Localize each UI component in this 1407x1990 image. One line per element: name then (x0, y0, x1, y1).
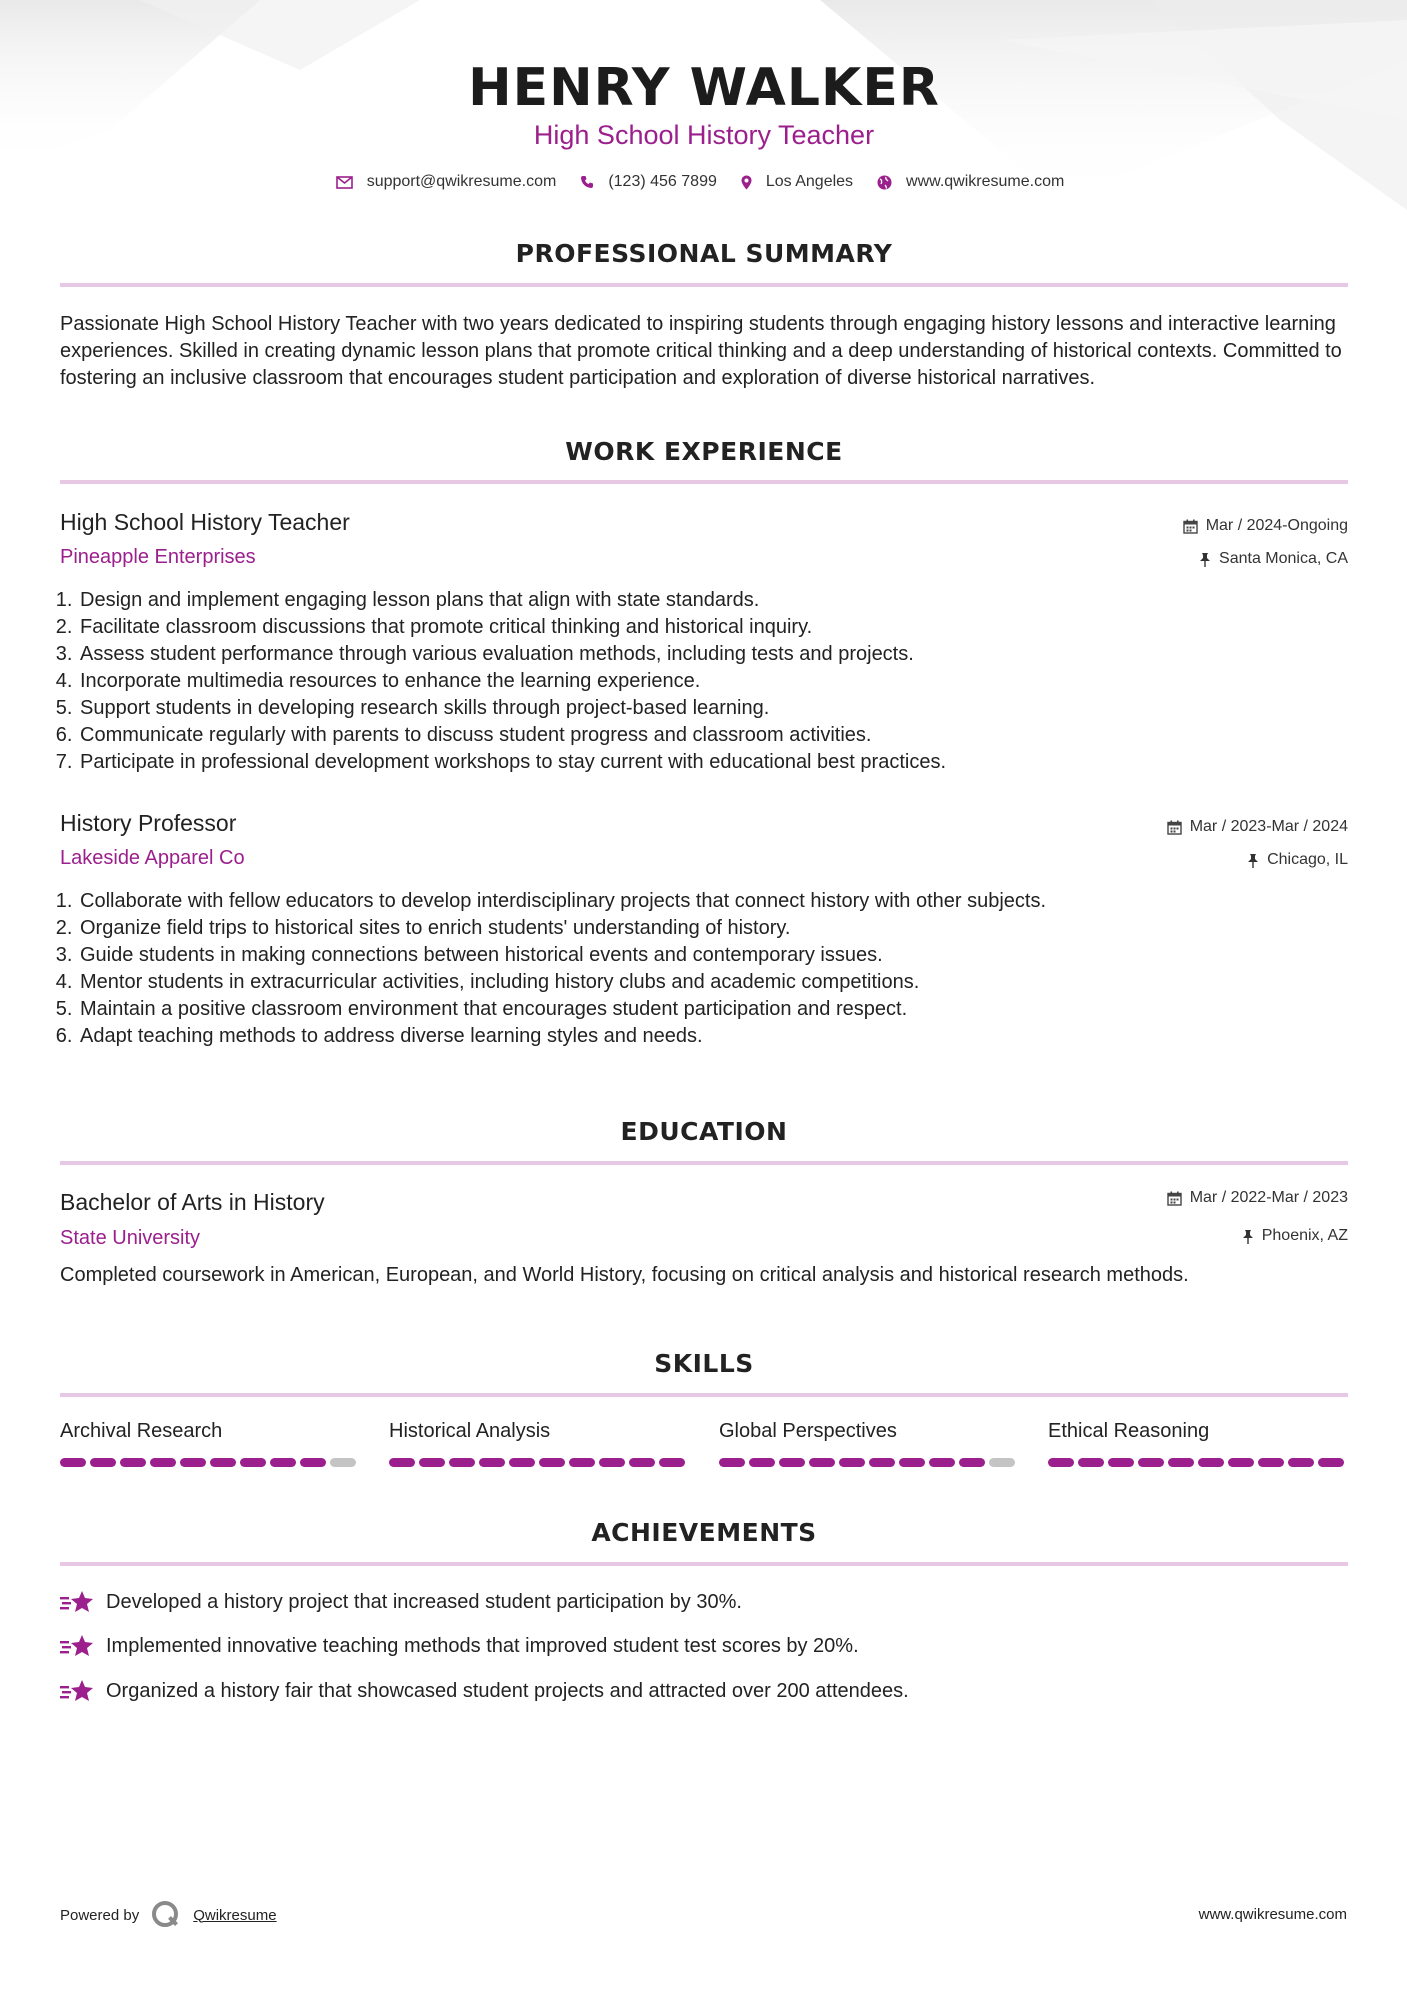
skill-dot-filled (1228, 1458, 1254, 1467)
skill-dot-filled (899, 1458, 925, 1467)
contact-email-text: support@qwikresume.com (366, 173, 557, 190)
qwikresume-logo-icon (151, 1900, 181, 1930)
job-location (1247, 851, 1348, 869)
contact-email[interactable] (336, 173, 557, 191)
contact-website[interactable] (877, 173, 1064, 191)
job-company: Lakeside Apparel Co (60, 847, 245, 869)
skill-dot-filled (300, 1458, 326, 1467)
pushpin-icon (1242, 1229, 1254, 1244)
contact-phone-text: (123) 456 7899 (608, 173, 717, 190)
skill-dot-filled (779, 1458, 805, 1467)
skill-dot-filled (1138, 1458, 1164, 1467)
location-pin-icon (741, 175, 752, 190)
skill-name: Archival Research (60, 1420, 223, 1442)
skill-level-bar (1048, 1458, 1348, 1467)
skill-item (719, 1420, 1019, 1467)
footer-website[interactable]: www.qwikresume.com (1198, 1906, 1347, 1923)
skill-dot-filled (629, 1458, 655, 1467)
list-item: 6. Adapt teaching methods to address diverse learning styles and needs. (78, 1023, 1338, 1050)
list-item: 6. Communicate regularly with parents to discuss student progress and classroom activities. (78, 722, 1338, 749)
summary-heading: PROFESSIONAL SUMMARY (515, 239, 893, 268)
education-location (1242, 1227, 1348, 1245)
skill-dot-filled (719, 1458, 745, 1467)
education-description: Completed coursework in American, European, and World History, focusing on critical analysis and historical research methods. (60, 1264, 1189, 1286)
mail-icon (336, 176, 353, 189)
contact-bar (60, 173, 1348, 191)
skill-dot-filled (809, 1458, 835, 1467)
skill-dot-filled (60, 1458, 86, 1467)
calendar-icon (1167, 1191, 1182, 1206)
job-title: High School History Teacher (60, 509, 350, 535)
job-responsibilities (60, 888, 1338, 1050)
list-item: 4. Mentor students in extracurricular activities, including history clubs and academic competitions. (78, 969, 1338, 996)
skill-dot-filled (749, 1458, 775, 1467)
list-item: 5. Maintain a positive classroom environment that encourages student participation and respect. (78, 996, 1338, 1023)
skill-dot-filled (90, 1458, 116, 1467)
skill-dot-filled (120, 1458, 146, 1467)
skill-dot-filled (839, 1458, 865, 1467)
skill-dot-filled (659, 1458, 685, 1467)
achievement-item (60, 1678, 909, 1704)
skill-dot-filled (929, 1458, 955, 1467)
education-location-text: Phoenix, AZ (1261, 1227, 1348, 1244)
job-company: Pineapple Enterprises (60, 546, 256, 568)
job-responsibilities (60, 587, 1338, 776)
skill-dot-empty (989, 1458, 1015, 1467)
job-location-text: Santa Monica, CA (1219, 550, 1348, 567)
job-location (1199, 550, 1348, 568)
achievement-text: Organized a history fair that showcased student projects and attracted over 200 attendees. (106, 1679, 909, 1702)
qwikresume-link[interactable]: Qwikresume (193, 1906, 277, 1924)
skill-name: Historical Analysis (389, 1420, 551, 1442)
education-heading: EDUCATION (620, 1117, 788, 1146)
contact-location (741, 173, 853, 191)
skill-dot-filled (150, 1458, 176, 1467)
skill-dot-filled (1288, 1458, 1314, 1467)
skill-dot-filled (569, 1458, 595, 1467)
list-item: 7. Participate in professional development workshops to stay current with educational best practices. (78, 749, 1338, 776)
job-date (1183, 517, 1348, 535)
candidate-name: HENRY WALKER (468, 58, 940, 118)
achievement-item (60, 1589, 742, 1615)
skill-dot-filled (1318, 1458, 1344, 1467)
job-date (1167, 818, 1348, 836)
job-location-text: Chicago, IL (1267, 851, 1348, 868)
skill-dot-filled (1078, 1458, 1104, 1467)
calendar-icon (1183, 519, 1198, 534)
skill-dot-empty (330, 1458, 356, 1467)
list-item: 1. Collaborate with fellow educators to develop interdisciplinary projects that connect history with other subjects. (78, 888, 1338, 915)
education-date-text: Mar / 2022-Mar / 2023 (1189, 1189, 1348, 1206)
powered-by-label: Powered by (60, 1906, 140, 1924)
pushpin-icon (1247, 853, 1259, 868)
experience-divider (60, 480, 1348, 484)
skill-dot-filled (599, 1458, 625, 1467)
skill-item (1048, 1420, 1348, 1467)
skill-dot-filled (1168, 1458, 1194, 1467)
achievements-heading: ACHIEVEMENTS (591, 1518, 817, 1547)
candidate-title: High School History Teacher (533, 120, 875, 150)
skill-name: Global Perspectives (719, 1420, 897, 1442)
skill-dot-filled (1198, 1458, 1224, 1467)
skill-dot-filled (539, 1458, 565, 1467)
degree-title: Bachelor of Arts in History (60, 1189, 325, 1215)
skill-dot-filled (1258, 1458, 1284, 1467)
skill-dot-filled (240, 1458, 266, 1467)
education-divider (60, 1161, 1348, 1165)
list-item: 2. Organize field trips to historical sites to enrich students' understanding of history. (78, 915, 1338, 942)
skill-dot-filled (389, 1458, 415, 1467)
skill-item (60, 1420, 360, 1467)
shooting-star-icon (60, 1589, 94, 1615)
list-item: 5. Support students in developing research skills through project-based learning. (78, 695, 1338, 722)
achievements-divider (60, 1562, 1348, 1566)
job-title: History Professor (60, 810, 237, 836)
contact-location-text: Los Angeles (765, 173, 854, 190)
school-name: State University (60, 1227, 201, 1249)
skill-dot-filled (270, 1458, 296, 1467)
education-date (1167, 1189, 1348, 1207)
skill-dot-filled (959, 1458, 985, 1467)
achievement-text: Developed a history project that increased student participation by 30%. (106, 1590, 742, 1613)
pushpin-icon (1199, 552, 1211, 567)
experience-heading: WORK EXPERIENCE (565, 437, 843, 466)
skill-name: Ethical Reasoning (1048, 1420, 1210, 1442)
skill-dot-filled (180, 1458, 206, 1467)
skills-divider (60, 1393, 1348, 1397)
skill-dot-filled (869, 1458, 895, 1467)
skill-dot-filled (1048, 1458, 1074, 1467)
skills-heading: SKILLS (654, 1349, 754, 1378)
skill-dot-filled (449, 1458, 475, 1467)
skill-level-bar (389, 1458, 689, 1467)
job-date-text: Mar / 2024-Ongoing (1205, 517, 1348, 534)
globe-icon (877, 175, 892, 190)
skill-level-bar (719, 1458, 1019, 1467)
contact-phone[interactable] (580, 173, 717, 191)
achievement-text: Implemented innovative teaching methods that improved student test scores by 20%. (106, 1634, 859, 1657)
skill-dot-filled (479, 1458, 505, 1467)
shooting-star-icon (60, 1678, 94, 1704)
list-item: 3. Guide students in making connections between historical events and contemporary issues. (78, 942, 1338, 969)
list-item: 4. Incorporate multimedia resources to enhance the learning experience. (78, 668, 1338, 695)
calendar-icon (1167, 820, 1182, 835)
list-item: 1. Design and implement engaging lesson plans that align with state standards. (78, 587, 1338, 614)
skill-level-bar (60, 1458, 360, 1467)
summary-text: Passionate High School History Teacher with two years dedicated to inspiring students through engaging history lessons and interactive learning experiences. Skilled in creating dynamic lesson plans that promote critical thinking and a deep understanding of historical contexts. Committed to fostering an inclusive classroom that encourages student participation and exploration of diverse historical narratives. (60, 313, 1342, 389)
summary-divider (60, 283, 1348, 287)
contact-website-text: www.qwikresume.com (906, 173, 1065, 190)
skill-dot-filled (509, 1458, 535, 1467)
phone-icon (580, 175, 594, 189)
skill-item (389, 1420, 689, 1467)
achievement-item (60, 1633, 859, 1659)
list-item: 2. Facilitate classroom discussions that promote critical thinking and historical inquiry. (78, 614, 1338, 641)
job-date-text: Mar / 2023-Mar / 2024 (1189, 818, 1348, 835)
footer-powered-by (60, 1900, 277, 1930)
list-item: 3. Assess student performance through various evaluation methods, including tests and projects. (78, 641, 1338, 668)
skill-dot-filled (210, 1458, 236, 1467)
shooting-star-icon (60, 1633, 94, 1659)
skill-dot-filled (1108, 1458, 1134, 1467)
skill-dot-filled (419, 1458, 445, 1467)
